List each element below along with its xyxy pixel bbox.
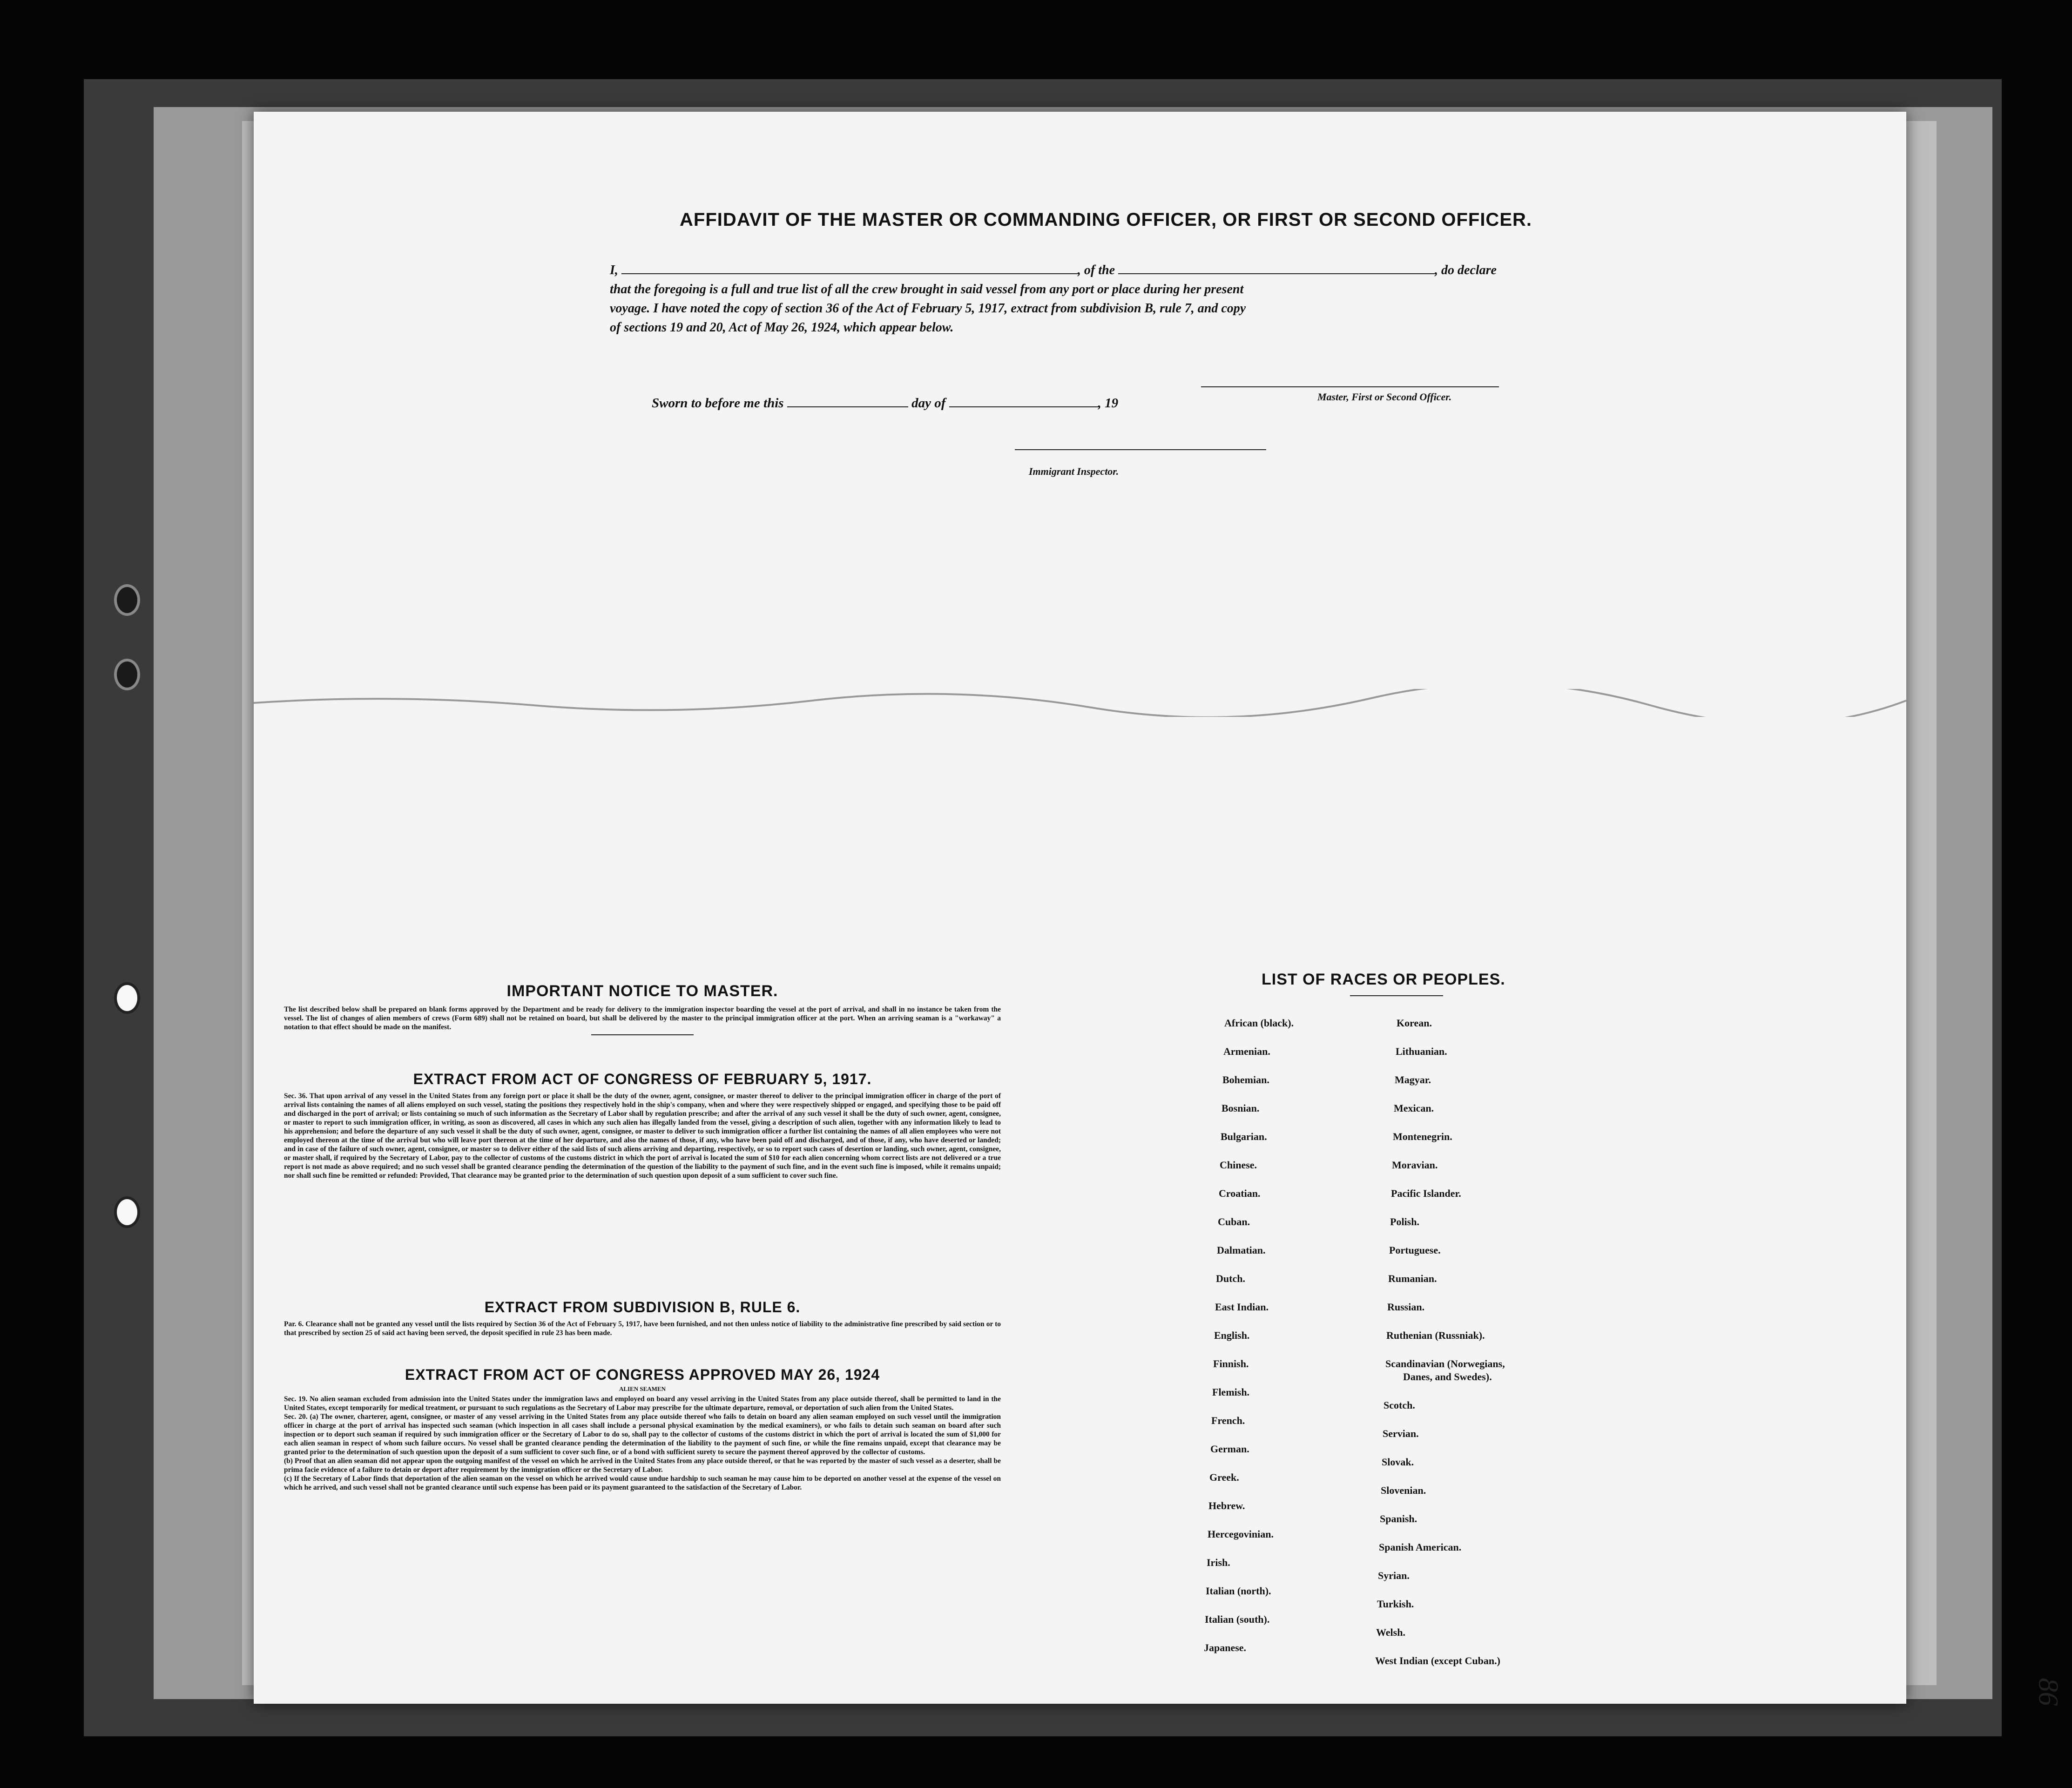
extract-1924-sec20b: (b) Proof that an alien seaman did not appear upon the outgoing manifest of the vessel on which he arrived in the United States from any place outside thereof, or that he was reported by the master of such vessel as a deserter, shall be prima facie evidence of a failure to detain or deport after requirement by the immigration officer or the Secretary of Labor. [284,1457,1001,1474]
race-right-item: Servian. [1383,1428,1419,1439]
race-right-item: Polish. [1390,1216,1419,1228]
race-left-item: Bulgarian. [1221,1131,1267,1142]
affidavit-body [610,261,1522,337]
fold-line [254,689,1906,717]
extract-1924 [284,1366,1001,1492]
extract-1917-title: EXTRACT FROM ACT OF CONGRESS OF FEBRUARY 5, 1917. [413,1071,872,1087]
race-right-item: Lithuanian. [1396,1046,1447,1057]
race-left-item: East Indian. [1215,1301,1269,1313]
affidavit-do-declare: , do declare [1435,263,1497,277]
extract-1924-sec20c: (c) If the Secretary of Labor finds that deportation of the alien seaman on the vessel on which he arrived would cause undue hardship to such seaman he may cause him to be deported on another vessel at the expense of the vessel on which he arrived, and such vessel shall not be granted clearance until such expense has been paid or its payment guaranteed to the satisfaction of the Secretary of Labor. [284,1475,1001,1491]
race-right-item: Russian. [1387,1301,1425,1313]
race-right-item: Welsh. [1376,1626,1405,1638]
affidavit-line-3: voyage. I have noted the copy of section 36 of the Act of February 5, 1917, extract from subdivision B, rule 7, and copy [610,301,1246,316]
affidavit-i: I, [610,263,618,277]
master-name-blank[interactable] [621,263,1078,274]
extract-1924-sec20a: Sec. 20. (a) The owner, charterer, agent, consignee, or master of any vessel arriving in the United States from any place outside thereof who fails to detain on board any alien seaman employed on such vessel until the immigration officer in charge at the port of arrival has inspected such seaman (which inspection in all cases shall include a personal physical examination by the medical examiners), or who fails to detain such seaman on board after such inspection or to deport such seaman if required by such immigration officer or the Secretary of Labor to do so, shall pay to the collector of customs of the customs district in which the port of arrival is located the sum of $1,000 for each alien seaman in respect of whom such failure occurs. No vessel shall be granted clearance pending the determination of the liability to the payment of such fine, or while the fine remains unpaid, except that clearance may be granted prior to the determination of such question upon the deposit of a sum sufficient to cover such fine, or of a bond with sufficient surety to secure the payment thereof approved by the collector of customs. [284,1413,1001,1456]
extract-1917-body: Sec. 36. That upon arrival of any vessel in the United States from any foreign port or place it shall be the duty of the owner, agent, consignee, or master thereof to deliver to the principal immigration officer in charge of the port of arrival lists containing the names of all aliens employed on such vessel, stating the positions they respectively hold in the ship's company, when and where they were respectively shipped or engaged, and specifying those to be paid off and discharged in the port of arrival; or lists containing so much of such information as the Secretary of Labor shall by regulation prescribe; and after the arrival of any such vessel it shall be the duty of such owner, agent, consignee, or master to report to such immigration officer, in writing, as soon as discovered, all cases in which any such alien has illegally landed from the vessel, giving a description of such alien, together with any information likely to lead to his apprehension; and before the departure of any such vessel it shall be the duty of such owner, agent, consignee, or master to deliver to such immigration officer a further list containing the names of all alien employees who were not employed thereon at the time of the arrival but who will leave port thereon at the time of her departure, and also the names of those, if any, who have been paid off and discharged, and of those, if any, who have deserted or landed; and in case of the failure of such owner, agent, consignee, or master so to deliver either of the said lists of such aliens arriving and departing, respectively, or so to report such cases of desertion or landing, such owner, agent, consignee, or master shall, if required by the Secretary of Labor, pay to the collector of customs of the customs district in which the port of arrival is located the sum of $10 for each alien concerning whom correct lists are not delivered or a true report is not made as above required; and no such vessel shall be granted clearance pending the determination of the question of the liability to the payment of such fine, and in the event such fine is imposed, while it remains unpaid; nor shall such fine be remitted or refunded: Provided, That clearance may be granted prior to the determination of such question upon deposit of a sum sufficient to cover such fine. [284,1092,1001,1180]
races-title: LIST OF RACES OR PEOPLES. [1262,971,1505,988]
race-left-item: Hercegovinian. [1208,1528,1274,1540]
subdivision-rule [284,1299,1001,1337]
race-left-item: Armenian. [1223,1046,1270,1057]
master-signature-line[interactable] [1201,386,1499,387]
race-left-item: French. [1211,1415,1245,1426]
race-left-item: African (black). [1224,1017,1294,1029]
binder-hole-left-3 [114,982,140,1014]
sworn-month-blank[interactable] [949,396,1098,407]
race-left-item: Croatian. [1219,1188,1261,1199]
affidavit-of-the: , of the [1077,263,1115,277]
race-left-item: Dalmatian. [1217,1244,1266,1256]
race-right-item: Magyar. [1395,1074,1431,1086]
race-right-item: Korean. [1397,1017,1432,1029]
race-right-item: West Indian (except Cuban.) [1375,1655,1500,1667]
binder-hole-left-4 [114,1196,140,1228]
race-left-item: Irish. [1207,1557,1230,1568]
race-left-item: English. [1214,1329,1250,1341]
race-right-item: Montenegrin. [1393,1131,1452,1142]
race-left-item: Italian (north). [1206,1585,1271,1597]
race-left-item: Japanese. [1204,1642,1247,1653]
race-right-item: Scandinavian (Norwegians, [1385,1358,1505,1370]
notice-divider [591,1034,694,1035]
notice-body: The list described below shall be prepared on blank forms approved by the Department and be ready for delivery to the immigration inspector boarding the vessel at the port of arrival, and shall in no instance be taken from the vessel. The list of changes of alien members of crews (Form 689) shall not be retained on board, but shall be delivered by the master to the principal immigration officer at the port. When an arriving seaman is a "workaway" a notation to that effect should be made on the manifest. [284,1005,1001,1031]
race-left-item: Finnish. [1213,1358,1249,1370]
race-right-item: Spanish. [1380,1513,1417,1525]
race-left-item: German. [1210,1443,1249,1455]
notice-title: IMPORTANT NOTICE TO MASTER. [506,982,778,1000]
race-right-item: Danes, and Swedes). [1403,1371,1492,1383]
races-divider [1350,995,1443,996]
affidavit-line-1 [610,261,1522,280]
extract-1917 [284,1071,1001,1180]
race-left-item: Chinese. [1220,1159,1257,1171]
inspector-signature-line[interactable] [1015,449,1266,450]
binder-hole-left-1 [114,584,140,616]
race-right-item: Moravian. [1392,1159,1438,1171]
race-left-item: Italian (south). [1205,1613,1270,1625]
sworn-day-blank[interactable] [787,396,908,407]
race-right-item: Turkish. [1377,1598,1414,1610]
subdivision-body: Par. 6. Clearance shall not be granted any vessel until the lists required by Section 36 of the Act of February 5, 1917, have been furnished, and not then unless notice of liability to the administrative fine prescribed by said section or to that prescribed by section 25 of said act having been served, the deposit specified in rule 23 has been made. [284,1320,1001,1337]
binder-hole-left-2 [114,659,140,690]
important-notice [284,982,1001,1038]
race-left-item: Flemish. [1212,1386,1250,1398]
sworn-line [652,396,1118,411]
race-left-item: Dutch. [1216,1273,1245,1284]
extract-1924-sec19: Sec. 19. No alien seaman excluded from admission into the United States under the immigration laws and employed on board any vessel arriving in the United States from any place outside thereof, shall be permitted to land in the United States, except temporarily for medical treatment, or pursuant to such regulations as the Secretary of Labor may prescribe for the ultimate departure, removal, or deportation of such alien from the United States. [284,1395,1001,1412]
inspector-signature-label: Immigrant Inspector. [1029,466,1119,477]
race-right-item: Portuguese. [1389,1244,1441,1256]
race-right-item: Ruthenian (Russniak). [1386,1329,1485,1341]
race-right-item: Pacific Islander. [1391,1188,1461,1199]
affidavit-line-4: of sections 19 and 20, Act of May 26, 1924, which appear below. [610,320,954,335]
extract-1924-subtitle: ALIEN SEAMEN [619,1385,666,1392]
race-left-item: Bosnian. [1222,1102,1260,1114]
race-right-item: Mexican. [1394,1102,1434,1114]
race-left-item: Hebrew. [1208,1500,1245,1511]
race-right-item: Slovak. [1382,1456,1414,1468]
subdivision-title: EXTRACT FROM SUBDIVISION B, RULE 6. [484,1299,801,1316]
corner-mark: 86 [2033,1678,2064,1706]
vessel-name-blank[interactable] [1118,263,1435,274]
affidavit-title: AFFIDAVIT OF THE MASTER OR COMMANDING OFFICER, OR FIRST OR SECOND OFFICER. [680,209,1532,230]
race-left-item: Cuban. [1218,1216,1250,1228]
race-right-item: Slovenian. [1381,1484,1426,1496]
race-left-item: Bohemian. [1222,1074,1269,1086]
affidavit-line-2: that the foregoing is a full and true list of all the crew brought in said vessel from any port or place during her present [610,282,1244,297]
race-right-item: Spanish American. [1379,1541,1462,1553]
sworn-text: Sworn to before me this [652,396,784,411]
day-of-text: day of [911,396,946,411]
race-right-item: Syrian. [1378,1570,1410,1581]
race-right-item: Scotch. [1384,1399,1415,1411]
master-signature-label: Master, First or Second Officer. [1317,391,1452,403]
extract-1924-title: EXTRACT FROM ACT OF CONGRESS APPROVED MAY 26, 1924 [405,1366,880,1383]
race-right-item: Rumanian. [1388,1273,1437,1284]
race-left-item: Greek. [1209,1471,1239,1483]
year-text: , 19 [1098,396,1119,411]
